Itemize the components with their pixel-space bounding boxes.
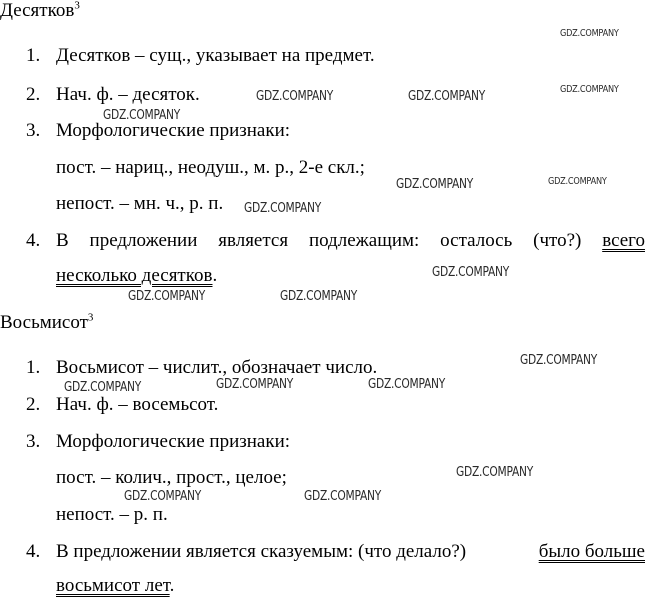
underlined-predicate: восьмисот лет	[56, 575, 170, 596]
list-item-text: Нач. ф. – восемьсот.	[56, 394, 219, 415]
heading-text: Восьмисот	[0, 312, 88, 333]
list-item-text-continuation	[56, 575, 174, 597]
watermark: GDZ.COMPANY	[368, 377, 446, 392]
watermark: GDZ.COMPANY	[304, 489, 382, 504]
watermark: GDZ.COMPANY	[64, 380, 142, 395]
word: (что?)	[533, 230, 582, 251]
list-item-text-continuation	[56, 265, 217, 287]
word: В	[56, 230, 69, 251]
watermark: GDZ.COMPANY	[408, 89, 486, 104]
list-item-text-justified	[56, 541, 645, 563]
watermark: GDZ.COMPANY	[456, 465, 534, 480]
watermark: GDZ.COMPANY	[560, 84, 619, 95]
list-item-text: Десятков – сущ., указывает на предмет.	[56, 45, 375, 66]
watermark: GDZ.COMPANY	[128, 289, 206, 304]
morph-variable-features: непост. – р. п.	[56, 504, 168, 525]
word: предложении	[89, 230, 198, 251]
punctuation: .	[212, 265, 218, 286]
watermark: GDZ.COMPANY	[216, 377, 294, 392]
list-number: 4.	[26, 230, 41, 251]
watermark: GDZ.COMPANY	[560, 28, 619, 39]
watermark: GDZ.COMPANY	[396, 177, 474, 192]
word: осталось	[440, 230, 513, 251]
list-number: 3.	[26, 431, 41, 452]
watermark: GDZ.COMPANY	[280, 289, 358, 304]
heading-text: Десятков	[0, 0, 75, 21]
punctuation: .	[169, 575, 175, 596]
underlined-subject: несколько десятков	[56, 265, 213, 286]
section-heading-vosmisot	[0, 312, 93, 334]
list-number: 2.	[26, 394, 41, 415]
sentence-text: В предложении является сказуемым: (что делало?)	[56, 541, 467, 562]
morph-variable-features: непост. – мн. ч., р. п.	[56, 193, 224, 214]
word: является	[218, 230, 289, 251]
list-item-text: Морфологические признаки:	[56, 431, 291, 452]
list-number: 2.	[26, 84, 41, 105]
list-item-text: Восьмисот – числит., обозначает число.	[56, 357, 378, 378]
morph-constant-features: пост. – колич., прост., целое;	[56, 467, 287, 488]
word: подлежащим:	[308, 230, 420, 251]
watermark: GDZ.COMPANY	[124, 489, 202, 504]
list-item-text-justified	[56, 230, 645, 252]
list-number: 1.	[26, 357, 41, 378]
watermark: GDZ.COMPANY	[520, 353, 598, 368]
list-item-text: Нач. ф. – десяток.	[56, 84, 200, 105]
watermark: GDZ.COMPANY	[256, 89, 334, 104]
list-number: 1.	[26, 45, 41, 66]
watermark: GDZ.COMPANY	[244, 201, 322, 216]
list-number: 4.	[26, 541, 41, 562]
heading-superscript: 3	[87, 311, 94, 324]
list-item-text: Морфологические признаки:	[56, 120, 291, 141]
section-heading-desyatkov	[0, 0, 80, 22]
watermark: GDZ.COMPANY	[548, 176, 607, 187]
heading-superscript: 3	[74, 0, 80, 12]
list-number: 3.	[26, 120, 41, 141]
watermark: GDZ.COMPANY	[432, 265, 510, 280]
morph-constant-features: пост. – нариц., неодуш., м. р., 2-е скл.;	[56, 157, 365, 178]
underlined-predicate: было больше	[538, 541, 645, 562]
underlined-subject: всего	[602, 230, 645, 251]
watermark: GDZ.COMPANY	[103, 108, 181, 123]
